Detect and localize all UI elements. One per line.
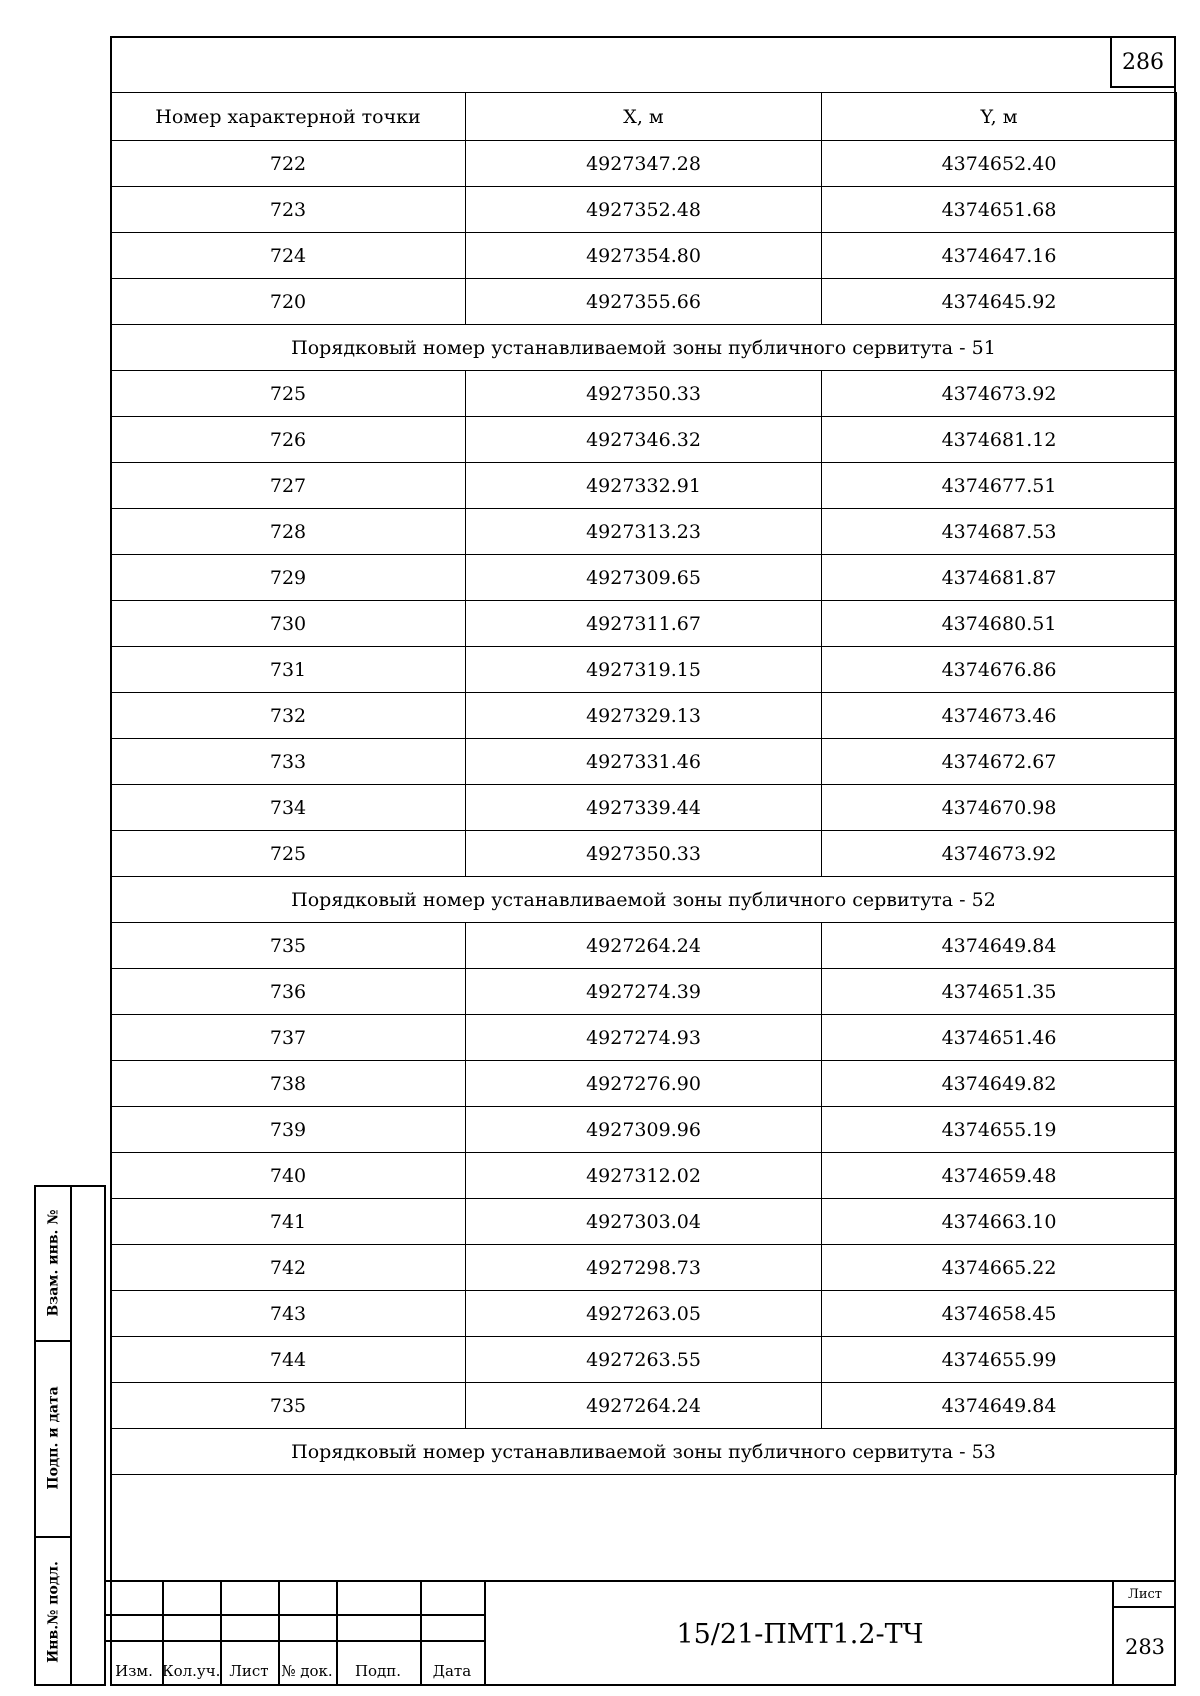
page-number-top: 286 <box>1110 36 1176 88</box>
y-coordinate-cell: 4374681.87 <box>822 555 1177 601</box>
point-number-cell: 738 <box>111 1061 466 1107</box>
sheet-number: 283 <box>1124 1635 1166 1659</box>
y-coordinate-cell: 4374677.51 <box>822 463 1177 509</box>
x-coordinate-cell: 4927303.04 <box>466 1199 822 1245</box>
x-coordinate-cell: 4927311.67 <box>466 601 822 647</box>
table-row <box>111 1199 1177 1245</box>
x-coordinate-cell: 4927329.13 <box>466 693 822 739</box>
document-code: 15/21-ПМТ1.2-ТЧ <box>484 1582 1114 1686</box>
x-coordinate-cell: 4927346.32 <box>466 417 822 463</box>
table-row <box>111 1153 1177 1199</box>
table-row <box>111 463 1177 509</box>
y-coordinate-cell: 4374658.45 <box>822 1291 1177 1337</box>
y-coordinate-cell: 4374659.48 <box>822 1153 1177 1199</box>
table-row <box>111 187 1177 233</box>
table-row <box>111 1107 1177 1153</box>
point-number-cell: 744 <box>111 1337 466 1383</box>
table-row <box>111 739 1177 785</box>
y-coordinate-cell: 4374670.98 <box>822 785 1177 831</box>
zone-header-row <box>111 325 1177 371</box>
y-coordinate-cell: 4374687.53 <box>822 509 1177 555</box>
point-number-cell: 734 <box>111 785 466 831</box>
y-coordinate-cell: 4374651.68 <box>822 187 1177 233</box>
side-cell-inv <box>36 1538 70 1688</box>
header-y: Y, м <box>822 93 1177 141</box>
y-coordinate-cell: 4374663.10 <box>822 1199 1177 1245</box>
x-coordinate-cell: 4927309.65 <box>466 555 822 601</box>
side-cell-podp <box>36 1342 70 1538</box>
point-number-cell: 731 <box>111 647 466 693</box>
x-coordinate-cell: 4927274.39 <box>466 969 822 1015</box>
y-coordinate-cell: 4374652.40 <box>822 141 1177 187</box>
header-point-number: Номер характерной точки <box>111 93 466 141</box>
y-coordinate-cell: 4374676.86 <box>822 647 1177 693</box>
stamp-col-ndok: № док. <box>281 1662 333 1680</box>
x-coordinate-cell: 4927264.24 <box>466 923 822 969</box>
y-coordinate-cell: 4374651.46 <box>822 1015 1177 1061</box>
x-coordinate-cell: 4927274.93 <box>466 1015 822 1061</box>
y-coordinate-cell: 4374651.35 <box>822 969 1177 1015</box>
x-coordinate-cell: 4927332.91 <box>466 463 822 509</box>
x-coordinate-cell: 4927263.05 <box>466 1291 822 1337</box>
table-row <box>111 1291 1177 1337</box>
table-row <box>111 785 1177 831</box>
x-coordinate-cell: 4927331.46 <box>466 739 822 785</box>
header-x: X, м <box>466 93 822 141</box>
y-coordinate-cell: 4374672.67 <box>822 739 1177 785</box>
point-number-cell: 724 <box>111 233 466 279</box>
y-coordinate-cell: 4374673.46 <box>822 693 1177 739</box>
x-coordinate-cell: 4927354.80 <box>466 233 822 279</box>
table-header-row <box>111 93 1177 141</box>
point-number-cell: 720 <box>111 279 466 325</box>
zone-title: Порядковый номер устанавливаемой зоны публичного сервитута - 53 <box>111 1429 1177 1475</box>
coordinates-table-body <box>111 93 1177 1475</box>
x-coordinate-cell: 4927352.48 <box>466 187 822 233</box>
point-number-cell: 722 <box>111 141 466 187</box>
sheet-label: Лист <box>1114 1582 1176 1608</box>
side-label-vzam: Взам. инв. № <box>45 1209 62 1317</box>
point-number-cell: 726 <box>111 417 466 463</box>
y-coordinate-cell: 4374655.99 <box>822 1337 1177 1383</box>
stamp-col-izm: Изм. <box>115 1662 153 1680</box>
x-coordinate-cell: 4927350.33 <box>466 831 822 877</box>
zone-title: Порядковый номер устанавливаемой зоны публичного сервитута - 52 <box>111 877 1177 923</box>
point-number-cell: 742 <box>111 1245 466 1291</box>
x-coordinate-cell: 4927276.90 <box>466 1061 822 1107</box>
table-row <box>111 601 1177 647</box>
point-number-cell: 739 <box>111 1107 466 1153</box>
y-coordinate-cell: 4374680.51 <box>822 601 1177 647</box>
x-coordinate-cell: 4927347.28 <box>466 141 822 187</box>
stamp-col-list: Лист <box>229 1662 269 1680</box>
stamp-col-koluch: Кол.уч. <box>162 1662 221 1680</box>
y-coordinate-cell: 4374681.12 <box>822 417 1177 463</box>
point-number-cell: 736 <box>111 969 466 1015</box>
table-row <box>111 1245 1177 1291</box>
zone-header-row <box>111 877 1177 923</box>
x-coordinate-cell: 4927319.15 <box>466 647 822 693</box>
zone-title: Порядковый номер устанавливаемой зоны публичного сервитута - 51 <box>111 325 1177 371</box>
title-block-grid <box>106 1582 484 1686</box>
x-coordinate-cell: 4927313.23 <box>466 509 822 555</box>
y-coordinate-cell: 4374673.92 <box>822 371 1177 417</box>
stamp-col-data: Дата <box>432 1662 472 1680</box>
point-number-cell: 737 <box>111 1015 466 1061</box>
y-coordinate-cell: 4374673.92 <box>822 831 1177 877</box>
point-number-cell: 725 <box>111 831 466 877</box>
table-row <box>111 969 1177 1015</box>
point-number-cell: 735 <box>111 923 466 969</box>
point-number-cell: 730 <box>111 601 466 647</box>
side-stamp-column <box>34 1185 106 1686</box>
point-number-cell: 741 <box>111 1199 466 1245</box>
y-coordinate-cell: 4374649.84 <box>822 923 1177 969</box>
table-row <box>111 141 1177 187</box>
x-coordinate-cell: 4927350.33 <box>466 371 822 417</box>
table-row <box>111 509 1177 555</box>
x-coordinate-cell: 4927298.73 <box>466 1245 822 1291</box>
table-row <box>111 831 1177 877</box>
y-coordinate-cell: 4374649.84 <box>822 1383 1177 1429</box>
point-number-cell: 735 <box>111 1383 466 1429</box>
x-coordinate-cell: 4927263.55 <box>466 1337 822 1383</box>
y-coordinate-cell: 4374647.16 <box>822 233 1177 279</box>
y-coordinate-cell: 4374665.22 <box>822 1245 1177 1291</box>
table-row <box>111 371 1177 417</box>
point-number-cell: 743 <box>111 1291 466 1337</box>
table-row <box>111 693 1177 739</box>
table-row <box>111 1015 1177 1061</box>
table-row <box>111 647 1177 693</box>
y-coordinate-cell: 4374649.82 <box>822 1061 1177 1107</box>
y-coordinate-cell: 4374645.92 <box>822 279 1177 325</box>
x-coordinate-cell: 4927312.02 <box>466 1153 822 1199</box>
table-row <box>111 417 1177 463</box>
side-cell-vzam <box>36 1187 70 1342</box>
side-label-inv: Инв.№ подл. <box>45 1561 62 1663</box>
point-number-cell: 732 <box>111 693 466 739</box>
x-coordinate-cell: 4927264.24 <box>466 1383 822 1429</box>
y-coordinate-cell: 4374655.19 <box>822 1107 1177 1153</box>
point-number-cell: 725 <box>111 371 466 417</box>
x-coordinate-cell: 4927309.96 <box>466 1107 822 1153</box>
point-number-cell: 733 <box>111 739 466 785</box>
point-number-cell: 727 <box>111 463 466 509</box>
point-number-cell: 740 <box>111 1153 466 1199</box>
table-row <box>111 555 1177 601</box>
table-row <box>111 923 1177 969</box>
coordinates-table <box>110 92 1177 1475</box>
point-number-cell: 723 <box>111 187 466 233</box>
sheet-box <box>1112 1582 1176 1686</box>
table-row <box>111 1061 1177 1107</box>
table-row <box>111 1383 1177 1429</box>
table-row <box>111 1337 1177 1383</box>
table-row <box>111 233 1177 279</box>
x-coordinate-cell: 4927355.66 <box>466 279 822 325</box>
point-number-cell: 729 <box>111 555 466 601</box>
table-row <box>111 279 1177 325</box>
point-number-cell: 728 <box>111 509 466 555</box>
zone-header-row <box>111 1429 1177 1475</box>
stamp-col-podp: Подп. <box>354 1662 402 1680</box>
side-label-podp: Подп. и дата <box>45 1386 62 1490</box>
x-coordinate-cell: 4927339.44 <box>466 785 822 831</box>
